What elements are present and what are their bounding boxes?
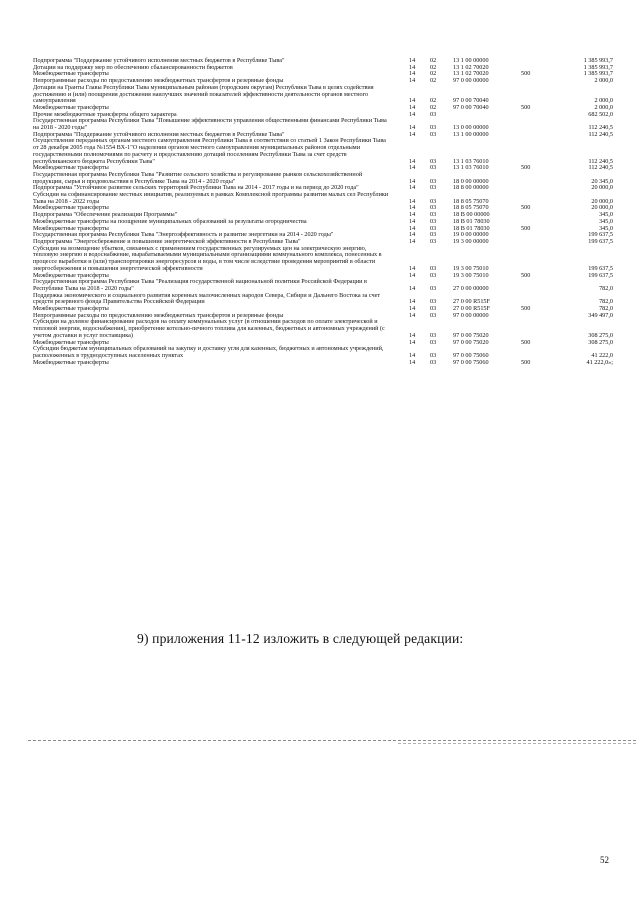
target-article-code: 97 0 00 00000 — [453, 311, 489, 319]
expense-type-code: 500 — [521, 103, 531, 111]
amount: 349 497,0 — [588, 311, 613, 319]
subsection-code: 03 — [430, 338, 437, 346]
amount: 308 275,0 — [588, 338, 613, 346]
target-article-code: 13 1 00 00000 — [453, 57, 489, 64]
subsection-code: 03 — [430, 157, 437, 165]
table-row — [33, 279, 613, 292]
target-article-code: 97 0 00 75060 — [453, 351, 489, 359]
target-article-code: 97 0 00 75020 — [453, 331, 489, 339]
row-name: Поддержка экономического и социального развития коренных малочисленных народов Севера, Сибири и Дальнего Востока за счет средств резервного фонда Правительства Российской Федерации — [33, 291, 381, 306]
section-code: 14 — [409, 124, 416, 132]
subsection-code: 03 — [430, 197, 437, 205]
expense-type-code: 500 — [521, 338, 531, 346]
row-name: Подпрограмма "Энергосбережение и повышение энергетической эффективности в Республике Тыва" — [33, 237, 301, 245]
subsection-code: 02 — [430, 103, 437, 111]
subsection-code: 03 — [430, 237, 437, 245]
expense-type-code: 500 — [521, 358, 531, 366]
row-name: Межбюджетные трансферты — [33, 358, 109, 366]
expense-type-code: 500 — [521, 305, 531, 313]
table-row — [33, 192, 613, 205]
amount: 1 385 993,7 — [583, 57, 613, 64]
target-article-code: 13 1 03 76010 — [453, 164, 489, 172]
subsection-code: 03 — [430, 224, 437, 232]
subsection-code: 02 — [430, 77, 437, 85]
row-name: Государственная программа Республики Тыва "Повышение эффективности управления общественными финансами Республики Тыва на 2018 - 2020 годы" — [33, 117, 387, 132]
subsection-code: 03 — [430, 110, 437, 118]
row-name: Межбюджетные трансферты — [33, 103, 109, 111]
subsection-code: 03 — [430, 358, 437, 366]
amount: 199 637,5 — [588, 237, 613, 245]
target-article-code: 18 8 05 75070 — [453, 204, 489, 212]
row-name: Субсидии на долевое финансирование расходов на оплату коммунальных услуг (в отношении расходов по оплате электрической и тепловой энергии, водоснабжения), приобретение котельно-печного топлива для казенных, бюджетных и автономных учреждений (с учетом доставки и услуг поставщика) — [33, 318, 385, 339]
subsection-code: 03 — [430, 177, 437, 185]
amount: 345,0 — [599, 211, 613, 219]
section-code: 14 — [409, 77, 416, 85]
section-code: 14 — [409, 110, 416, 118]
expense-type-code: 500 — [521, 164, 531, 172]
page-number: 52 — [600, 855, 609, 865]
section-code: 14 — [409, 57, 416, 64]
target-article-code: 13 0 00 00000 — [453, 124, 489, 132]
subsection-code: 03 — [430, 130, 437, 138]
section-code: 14 — [409, 97, 416, 105]
subsection-code: 03 — [430, 305, 437, 313]
subsection-code: 03 — [430, 264, 437, 272]
row-name: Государственная программа Республики Тыва "Развитие сельского хозяйства и регулирование рынков сельскохозяйственной продукции, сырья и продовольствия в Республике Тыва на 2014 - 2020 годы" — [33, 170, 363, 185]
row-name: Межбюджетные трансферты — [33, 271, 109, 279]
subsection-code: 02 — [430, 57, 437, 64]
row-name: Субсидии на возмещение убытков, связанных с применением государственных регулируемых цен на электрическую энергию, тепловую энергию и водоснабжение, вырабатываемыми муниципальными организациями коммунального комплекса, понесенных в процессе выработки и (или) транспортировки энергоресурсов и воды, в том числе вследствие проведения мероприятий в области энергосбережения и повышения энергетической эффективности — [33, 244, 382, 272]
amount: 1 385 993,7 — [583, 70, 613, 78]
subsection-code: 03 — [430, 211, 437, 219]
row-name: Межбюджетные трансферты — [33, 70, 109, 78]
target-article-code: 18 В 01 78030 — [453, 217, 490, 225]
section-code: 14 — [409, 264, 416, 272]
subsection-code: 03 — [430, 217, 437, 225]
table-row — [33, 246, 613, 273]
amount: 345,0 — [599, 217, 613, 225]
row-name: Подпрограмма "Поддержание устойчивого исполнения местных бюджетов в Республике Тыва" — [33, 57, 285, 64]
amount: 199 637,5 — [588, 264, 613, 272]
target-article-code: 13 1 03 76010 — [453, 157, 489, 165]
horizontal-rule — [28, 740, 636, 741]
amount: 112 240,5 — [588, 124, 613, 132]
section-code: 14 — [409, 217, 416, 225]
target-article-code: 97 0 00 75020 — [453, 338, 489, 346]
section-code: 14 — [409, 63, 416, 71]
section-code: 14 — [409, 298, 416, 306]
target-article-code: 19 3 00 75010 — [453, 271, 489, 279]
section-code: 14 — [409, 284, 416, 292]
amount: 112 240,5 — [588, 157, 613, 165]
amount: 2 000,0 — [594, 77, 613, 85]
amount: 20 345,0 — [591, 177, 613, 185]
amount: 112 240,5 — [588, 164, 613, 172]
table-row — [33, 172, 613, 185]
target-article-code: 97 0 00 70040 — [453, 103, 489, 111]
row-name: Субсидии бюджетам муниципальных образований на закупку и доставку угля для казенных, бюджетных и автономных учреждений, расположенных в труднодоступных населенных пунктах — [33, 345, 384, 359]
budget-table — [33, 58, 613, 366]
row-name: Государственная программа Республики Тыва "Реализация государственной национальной политики Российской Федерации в Республике Тыва на 2018 - 2020 годы" — [33, 278, 367, 292]
section-code: 14 — [409, 271, 416, 279]
subsection-code: 03 — [430, 204, 437, 212]
section-code: 14 — [409, 338, 416, 346]
amount: 20 000,0 — [591, 197, 613, 205]
target-article-code: 97 0 00 70040 — [453, 97, 489, 105]
target-article-code: 97 0 00 00000 — [453, 77, 489, 85]
amount: 2 000,0 — [594, 103, 613, 111]
row-name: Субсидии на софинансирование местных инициатив, реализуемых в рамках Комплексной программы развития малых сел Республики Тыва на 2018 - 2022 годы — [33, 191, 389, 205]
row-name: Подпрограмма "Поддержание устойчивого исполнения местных бюджетов в Республике Тыва" — [33, 130, 285, 138]
section-code: 14 — [409, 305, 416, 313]
section-code: 14 — [409, 157, 416, 165]
target-article-code: 27 0 00 R515F — [453, 305, 490, 313]
subsection-code: 02 — [430, 63, 437, 71]
subsection-code: 03 — [430, 164, 437, 172]
section-code: 14 — [409, 204, 416, 212]
table-row — [33, 293, 613, 306]
subsection-code: 03 — [430, 298, 437, 306]
row-name: Осуществление переданных органам местного самоуправления Республики Тыва в соответствии со статьей 1 Закон Республики Тыва от 28 декабря 2005 года №1554 ВХ-1"О наделении органов местного самоуправления муниципальных районов отдельными государственными полномочиями по расчету и предоставлению дотаций поселениям Республики Тыва за счет средств республиканского бюджета Республики Тыва" — [33, 137, 386, 165]
section-code: 14 — [409, 197, 416, 205]
amount: 782,0 — [599, 284, 613, 292]
row-name: Межбюджетные трансферты — [33, 305, 109, 313]
row-name: Дотации на Гранты Главы Республики Тыва муниципальным районам (городским округам) Республики Тыва в целях содействия достижению и (или) поощрения достижения наилучших значений показателей эффективности деятельности органов местного самоуправления — [33, 83, 374, 105]
row-name: Непрограммные расходы по предоставлению межбюджетных трансфертов и резервные фонды — [33, 77, 284, 85]
expense-type-code: 500 — [521, 204, 531, 212]
section-code: 14 — [409, 237, 416, 245]
expense-type-code: 500 — [521, 224, 531, 232]
section-code: 14 — [409, 177, 416, 185]
target-article-code: 18 В 00 00000 — [453, 211, 490, 219]
row-name: Межбюджетные трансферты — [33, 338, 109, 346]
row-name: Межбюджетные трансферты — [33, 204, 109, 212]
target-article-code: 19 0 00 00000 — [453, 231, 489, 239]
section-code: 14 — [409, 130, 416, 138]
amount: 308 275,0 — [588, 331, 613, 339]
expense-type-code: 500 — [521, 271, 531, 279]
section-code: 14 — [409, 211, 416, 219]
target-article-code: 19 3 00 00000 — [453, 237, 489, 245]
section-code: 14 — [409, 311, 416, 319]
section-code: 14 — [409, 331, 416, 339]
subsection-code: 03 — [430, 351, 437, 359]
table-row — [33, 138, 613, 165]
table-row — [33, 118, 613, 131]
table-row — [33, 319, 613, 339]
table-row — [33, 85, 613, 105]
target-article-code: 18 В 01 78030 — [453, 224, 490, 232]
row-name: Межбюджетные трансферты — [33, 164, 109, 172]
section-code: 14 — [409, 358, 416, 366]
target-article-code: 19 3 00 75010 — [453, 264, 489, 272]
subsection-code: 03 — [430, 284, 437, 292]
section-code: 14 — [409, 351, 416, 359]
row-name: Прочие межбюджетные трансферты общего характера — [33, 110, 177, 118]
section-code: 14 — [409, 164, 416, 172]
amount: 20 000,0 — [591, 204, 613, 212]
amount: 345,0 — [599, 224, 613, 232]
row-name: Межбюджетные трансферты на поощрение муниципальных образований за результаты огородничества — [33, 217, 307, 225]
target-article-code: 97 0 00 75060 — [453, 358, 489, 366]
target-article-code: 13 1 02 70020 — [453, 63, 489, 71]
section-code: 14 — [409, 70, 416, 78]
table-row — [33, 346, 613, 359]
subsection-code: 02 — [430, 97, 437, 105]
section-code: 14 — [409, 224, 416, 232]
target-article-code: 27 0 00 R515F — [453, 298, 490, 306]
amount: 41 222,0 — [591, 351, 613, 359]
row-name: Непрограммные расходы по предоставлению межбюджетных трансфертов и резервные фонды — [33, 311, 284, 319]
row-name: Межбюджетные трансферты — [33, 224, 109, 232]
target-article-code: 13 1 00 00000 — [453, 130, 489, 138]
row-name: Подпрограмма "Устойчивое развитие сельских территорий Республики Тыва на 2014 - 2017 годы и на период до 2020 года" — [33, 184, 359, 192]
section-code: 14 — [409, 103, 416, 111]
target-article-code: 18 8 00 00000 — [453, 184, 489, 192]
subsection-code: 03 — [430, 231, 437, 239]
subsection-code: 03 — [430, 311, 437, 319]
table-row — [33, 360, 613, 367]
subsection-code: 02 — [430, 70, 437, 78]
section-heading: 9) приложения 11-12 изложить в следующей редакции: — [137, 631, 464, 646]
amount: 1 385 993,7 — [583, 63, 613, 71]
expense-type-code: 500 — [521, 70, 531, 78]
subsection-code: 03 — [430, 124, 437, 132]
target-article-code: 13 1 02 70020 — [453, 70, 489, 78]
amount: 199 637,5 — [588, 271, 613, 279]
amount: 782,0 — [599, 298, 613, 306]
subsection-code: 03 — [430, 271, 437, 279]
amount: 682 502,0 — [588, 110, 613, 118]
section-code: 14 — [409, 231, 416, 239]
row-name: Государственная программа Республики Тыва "Энергоэффективность и развитие энергетики на 2014 - 2020 годы" — [33, 231, 334, 239]
subsection-code: 03 — [430, 184, 437, 192]
row-name: Подпрограмма "Обеспечение реализации Программы" — [33, 211, 178, 219]
amount: 20 000,0 — [591, 184, 613, 192]
target-article-code: 27 0 00 00000 — [453, 284, 489, 292]
row-name: Дотации на поддержку мер по обеспечению сбалансированности бюджетов — [33, 63, 233, 71]
subsection-code: 03 — [430, 331, 437, 339]
amount: 782,0 — [599, 305, 613, 313]
section-code: 14 — [409, 184, 416, 192]
amount: 112 240,5 — [588, 130, 613, 138]
amount: 2 000,0 — [594, 97, 613, 105]
amount: 199 637,5 — [588, 231, 613, 239]
target-article-code: 18 8 05 75070 — [453, 197, 489, 205]
horizontal-rule — [398, 743, 636, 744]
amount: 41 222,0»; — [586, 358, 613, 366]
target-article-code: 18 0 00 00000 — [453, 177, 489, 185]
